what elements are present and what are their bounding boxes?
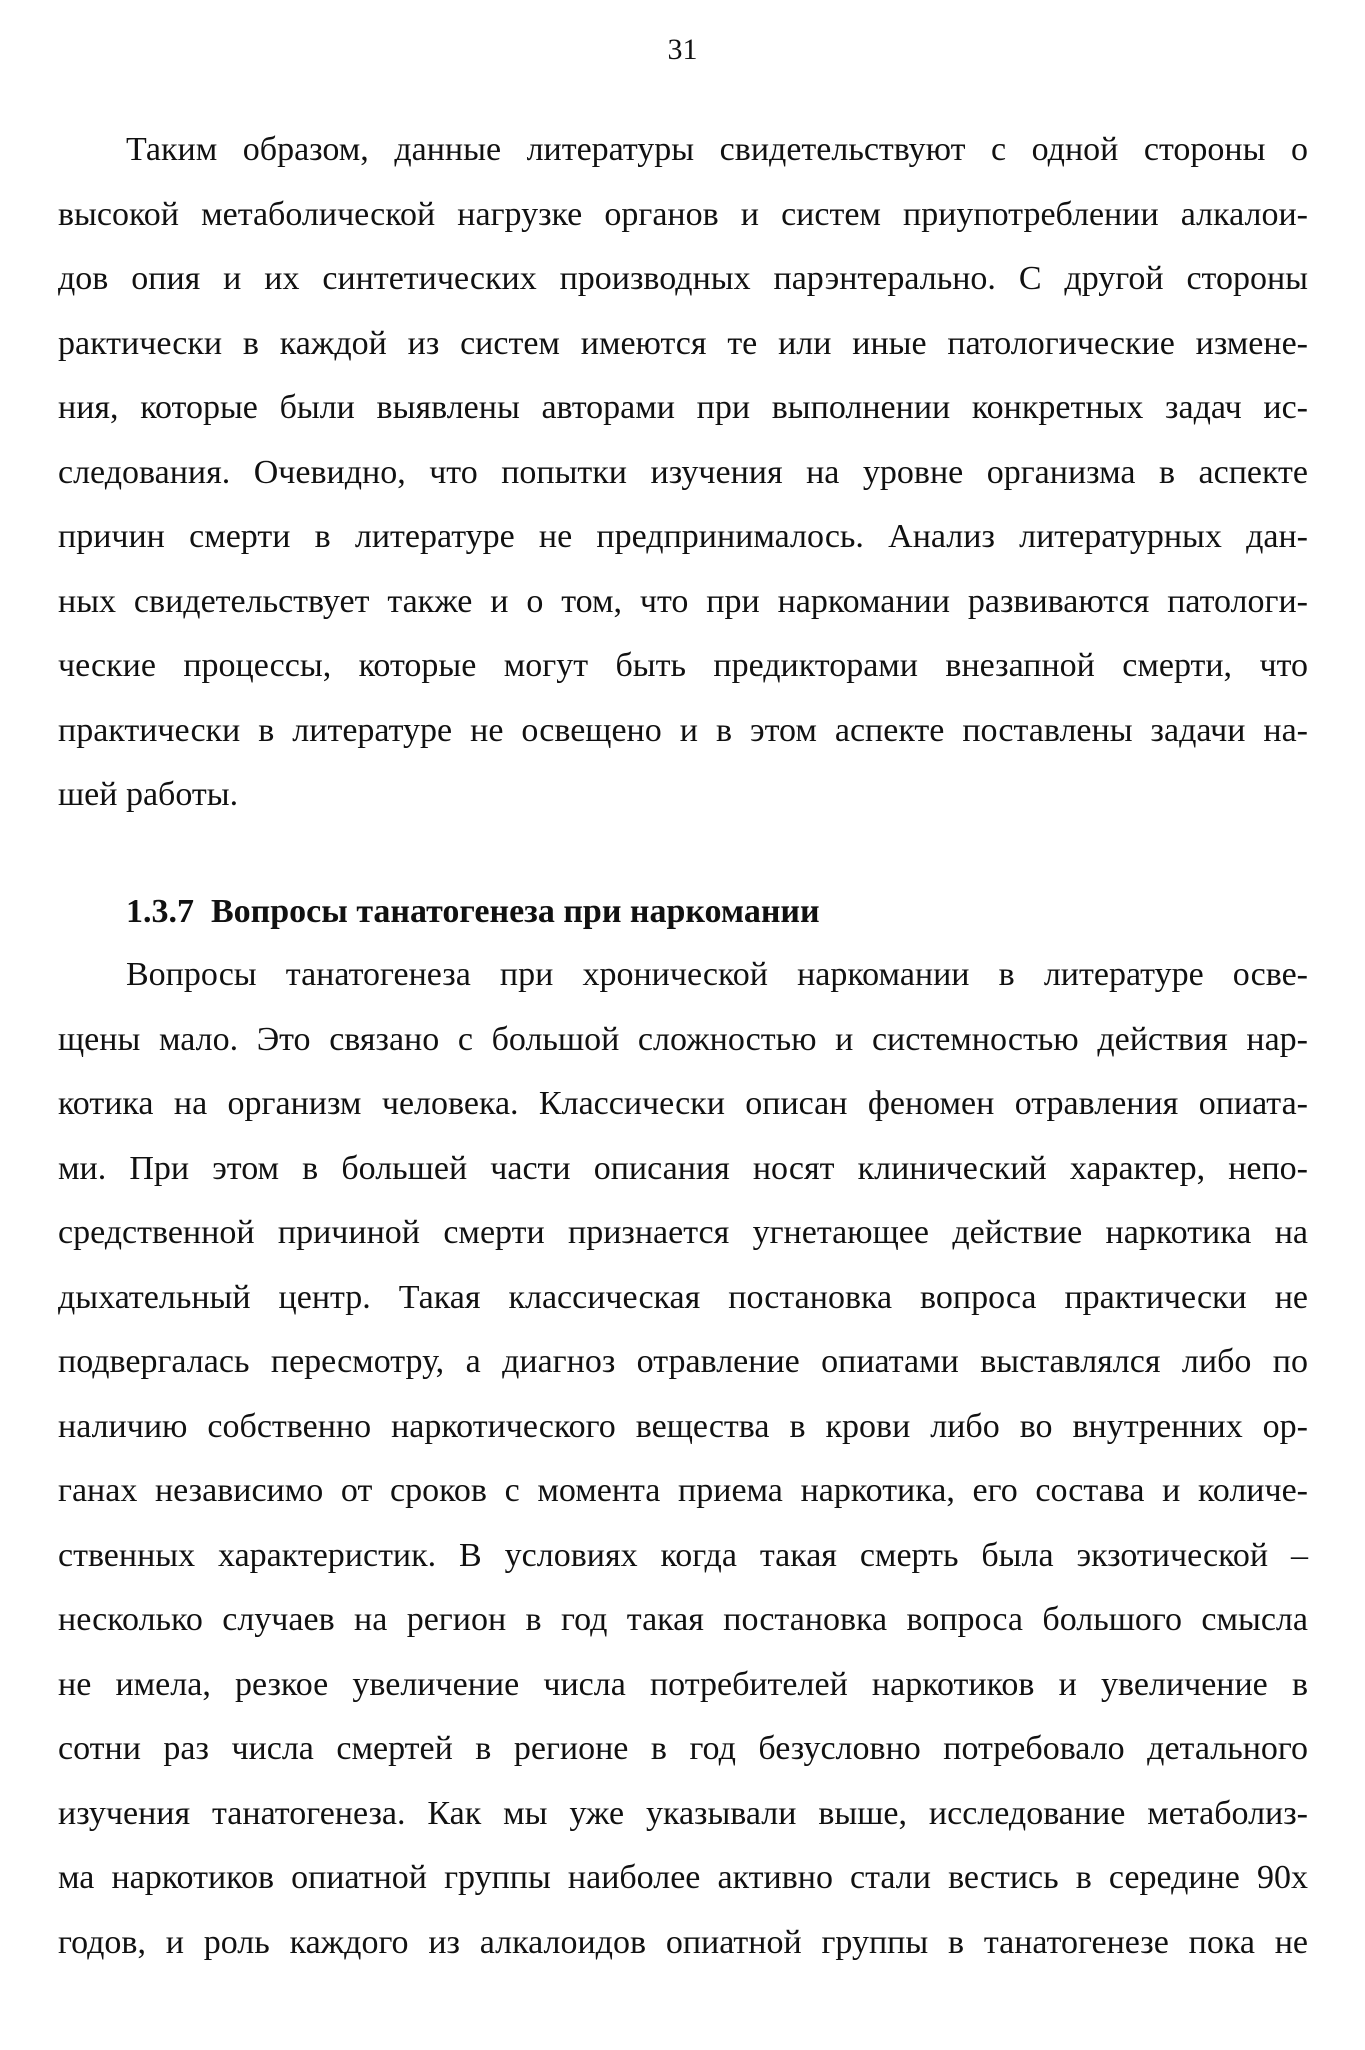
text-line: изучения танатогенеза. Как мы уже указывали выше, исследование метаболиз- [58, 1794, 1308, 1832]
text-line: котика на организм человека. Классически описан феномен отравления опиата- [58, 1085, 1308, 1122]
section-title: Вопросы танатогенеза при наркомании [211, 893, 820, 930]
text-line: ми. При этом в большей части описания носят клинический характер, непо- [58, 1149, 1308, 1187]
text-line: рактически в каждой из систем имеются те или иные патологические измене- [58, 324, 1308, 362]
text-line: не имела, резкое увеличение числа потребителей наркотиков и увеличение в [58, 1665, 1308, 1703]
text-line: годов, и роль каждого из алкалоидов опиатной группы в танатогенезе пока не [58, 1923, 1308, 1961]
paragraph-conclusion [58, 118, 1308, 828]
text-line: ма наркотиков опиатной группы наиболее активно стали вестись в середине 90х [58, 1859, 1308, 1896]
page-number: 31 [667, 33, 698, 66]
text-line: наличию собственно наркотического вещества в крови либо во внутренних ор- [58, 1407, 1308, 1445]
text-line: практически в литературе не освещено и в этом аспекте поставлены задачи на- [58, 711, 1308, 749]
text-line: сотни раз числа смертей в регионе в год безусловно потребовало детального [58, 1730, 1308, 1767]
text-line: Вопросы танатогенеза при хронической наркомании в литературе осве- [126, 956, 1308, 993]
text-line: ственных характеристик. В условиях когда такая смерть была экзотической – [58, 1536, 1308, 1574]
text-line: дыхательный центр. Такая классическая постановка вопроса практически не [58, 1278, 1308, 1316]
text-line: Таким образом, данные литературы свидетельствуют с одной стороны о [126, 131, 1308, 168]
text-line: высокой метаболической нагрузке органов и систем приупотреблении алкалои- [58, 195, 1308, 233]
text-line: щены мало. Это связано с большой сложностью и системностью действия нар- [58, 1020, 1308, 1058]
section-heading [126, 880, 820, 944]
text-line: ганах независимо от сроков с момента приема наркотика, его состава и количе- [58, 1472, 1308, 1509]
text-line: несколько случаев на регион в год такая постановка вопроса большого смысла [58, 1601, 1308, 1638]
paragraph-thanatogenesis [58, 943, 1308, 1975]
text-line: шей работы. [58, 776, 239, 813]
text-line: ных свидетельствует также и о том, что при наркомании развиваются патологи- [58, 582, 1308, 620]
text-line: дов опия и их синтетических производных парэнтерально. С другой стороны [58, 260, 1308, 297]
section-number: 1.3.7 [126, 893, 194, 930]
text-line: причин смерти в литературе не предпринималось. Анализ литературных дан- [58, 518, 1308, 555]
text-line: ния, которые были выявлены авторами при выполнении конкретных задач ис- [58, 389, 1308, 426]
text-line: ческие процессы, которые могут быть предикторами внезапной смерти, что [58, 647, 1308, 684]
text-line: средственной причиной смерти признается угнетающее действие наркотика на [58, 1214, 1308, 1251]
text-line: следования. Очевидно, что попытки изучения на уровне организма в аспекте [58, 453, 1308, 491]
text-line: подвергалась пересмотру, а диагноз отравление опиатами выставлялся либо по [58, 1343, 1308, 1380]
